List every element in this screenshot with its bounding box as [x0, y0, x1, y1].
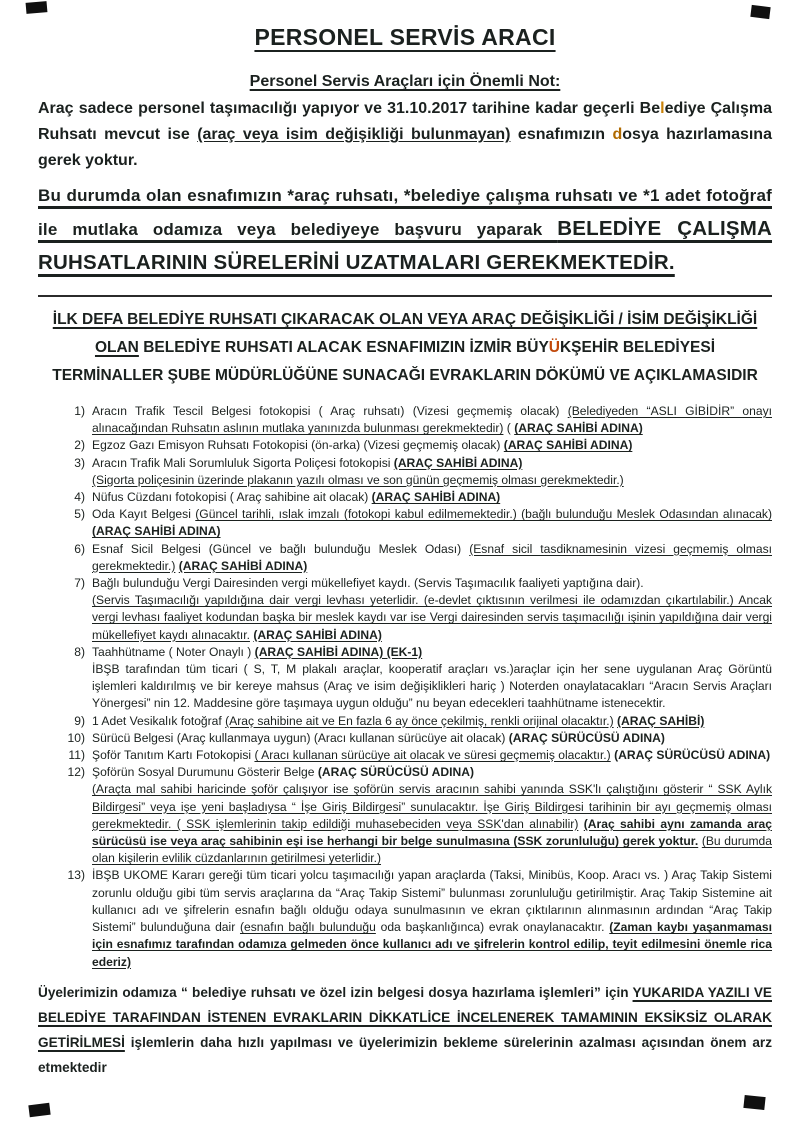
text-segment: (ARAÇ SAHİBİ ADINA) [514, 421, 643, 436]
text-segment: Bu durumda olan esnafımızın *araç ruhsatı, *belediye çalışma ruhsatı ve *1 adet fotoğraf ile mutlaka odamıza veya belediyeye başvuru yaparak [38, 186, 772, 239]
text-segment: (araç veya isim değişikliği bulunmayan) [197, 126, 511, 143]
text-segment: BELEDİYE RUHSATI ALACAK ESNAFIMIZIN İZMİR BÜY [138, 339, 549, 356]
text-segment: (Servis Taşımacılığı yapıldığına dair vergi levhası yeterlidir. (e-devlet çıktısının verilmesi ile odamızdan çıkartılabilir.) Ancak vergi levhası faaliyet kodundan başka bir meslek kaydı var ise Vergi dairesinden servis taşımacılığı işinin yapıldığına dair vergi mükellefiyet kaydı alınacaktır. [92, 593, 772, 642]
text-segment: osya hazırlamasına gerek yoktur. [38, 126, 772, 169]
text-segment: Aracın Trafik Mali Sorumluluk Sigorta Poliçesi fotokopisi [92, 455, 394, 470]
list-item [58, 764, 772, 867]
text-segment: (ARAÇ SAHİBİ) [617, 713, 705, 728]
text-segment: (ARAÇ SAHİBİ ADINA) [92, 524, 221, 539]
text-segment: (ARAÇ SAHİBİ ADINA) [178, 558, 308, 573]
text-segment: Aracın Trafik Tescil Belgesi fotokopisi ( Araç ruhsatı) (Vizesi geçmemiş olacak) [92, 404, 568, 418]
item-text [92, 867, 772, 970]
document-title: PERSONEL SERVİS ARACI [254, 24, 556, 50]
text-segment: (Güncel tarihli, ıslak imzalı (fotokopi kabul edilmemektedir.) (bağlı bulunduğu Meslek Odasından alınacak) [195, 507, 772, 522]
text-segment: (Araç sahibi aynı zamanda araç sürücüsü ise veya araç sahibinin eşi ise herhangi bir belge sunulmasına (SSK zorunluluğu) gerek yoktur. [92, 816, 772, 849]
item-text [92, 489, 772, 506]
text-segment: işlemlerin daha hızlı yapılması ve üyelerimizin bekleme sürelerinin azalması açısından önem arz etmektedir [38, 1034, 772, 1075]
list-item [58, 575, 772, 644]
text-segment: (ARAÇ SAHİBİ ADINA) (EK-1) [254, 644, 423, 659]
list-item [58, 747, 772, 764]
item-text [92, 730, 772, 747]
text-segment: (ARAÇ SAHİBİ ADINA) [253, 627, 382, 642]
list-item [58, 730, 772, 747]
list-item [58, 867, 772, 970]
text-segment: (esnafın bağlı bulunduğu [239, 920, 376, 935]
item-text [92, 437, 772, 454]
item-number: 1) [74, 404, 85, 418]
item-text [92, 403, 772, 437]
list-item [58, 541, 772, 575]
text-segment: Sürücü Belgesi (Araç kullanmaya uygun) (Aracı kullanan sürücüye ait olacak) [92, 730, 509, 745]
item-text [92, 644, 772, 713]
scan-corner-mark [750, 5, 770, 19]
text-segment: Nüfus Cüzdanı fotokopisi ( Araç sahibine ait olacak) [92, 490, 372, 505]
text-segment: İLK DEFA BELEDİYE RUHSATI ÇIKARACAK OLAN VEYA ARAÇ DEĞİŞİKLİĞİ / İSİM DEĞİŞİKLİĞİ OLAN [52, 311, 758, 356]
list-item [58, 713, 772, 730]
text-segment: 1 Adet Vesikalık fotoğraf [92, 713, 226, 728]
text-segment: (Esnaf sicil tasdiknamesinin vizesi geçmemiş olması gerekmektedir.) [92, 541, 772, 573]
text-segment: Esnaf Sicil Belgesi (Güncel ve bağlı bulunduğu Meslek Odası) [92, 541, 470, 556]
list-item [58, 644, 772, 713]
item-text [92, 541, 772, 575]
item-number: 2) [74, 438, 85, 453]
list-item [58, 437, 772, 454]
item-number: 3) [74, 455, 85, 470]
text-segment: Şoför Tanıtım Kartı Fotokopisi [92, 748, 255, 763]
item-number: 9) [74, 713, 85, 728]
item-number: 10) [67, 730, 85, 745]
text-segment: (Belediyeden “ASLI GİBİDİR” onayı alınacağından Ruhsatın aslının mutlaka yanınızda bulunması gerekmektedir) [92, 404, 772, 436]
item-number: 8) [74, 644, 85, 659]
scan-corner-mark [26, 1, 48, 14]
text-segment: (ARAÇ SAHİBİ ADINA) [371, 490, 501, 505]
text-segment: KŞEHİR BELEDİYESİ TERMİNALLER ŞUBE MÜDÜRLÜĞÜNE SUNACAĞI EVRAKLARIN DÖKÜMÜ VE AÇIKLAMASIDIR [52, 339, 758, 384]
item-number: 4) [74, 490, 85, 505]
item-text [92, 506, 772, 540]
list-item [58, 455, 772, 489]
item-text [92, 747, 772, 764]
list-item [58, 489, 772, 506]
text-segment: YUKARIDA YAZILI VE BELEDİYE TARAFINDAN İSTENEN EVRAKLARIN DİKKATLİCE İNCELENEREK TAMAMININ EKSİKSİZ OLARAK GETİRİLMESİ [38, 984, 772, 1050]
text-segment: (Zaman kaybı yaşanmaması için esnafımız tarafından odamıza gelmeden önce kullanıcı adı ve şifrelerin kontrol edilip, teyit edilmesini önemle rica ederiz) [92, 920, 772, 969]
footer-paragraph [38, 980, 772, 1080]
text-segment: (Bu durumda olan kişilerin evlilik cüzdanlarının getirilmesi yeterlidir.) [92, 834, 772, 866]
item-number: 12) [67, 765, 85, 780]
text-segment: İBŞB tarafından tüm ticari ( S, T, M plakalı araçlar, kooperatif araçları vs.)araçlar için her sene uygulanan Araç Görüntü işlemleri kaldırılmış ve bir kereye mahsus (Araç ve isim değişiklikleri hariç ) Noterden onaylatacakları “Aracın Servis Araçları Yönergesi” nin 12. Maddesine göre taşımaya uygun olduğu” nu beyan edecekleri taahhütname istenecektir. [92, 662, 772, 711]
scan-corner-mark [28, 1103, 50, 1117]
text-segment: ( [503, 421, 515, 436]
item-number: 6) [74, 541, 85, 556]
list-item [58, 403, 772, 437]
text-segment: Ü [548, 339, 560, 356]
text-segment: (ARAÇ SAHİBİ ADINA) [393, 455, 523, 470]
text-segment: (ARAÇ SAHİBİ ADINA) [503, 438, 633, 453]
text-segment: ediye Çalışma Ruhsatı mevcut ise [38, 100, 772, 143]
item-number: 5) [74, 507, 85, 522]
text-segment: Taahhütname ( Noter Onaylı ) [92, 644, 255, 659]
item-text [92, 764, 772, 867]
text-segment: (Araç sahibine ait ve En fazla 6 ay önce çekilmiş, renkli orijinal olacaktır.) [225, 713, 614, 728]
section-divider [38, 295, 772, 297]
text-segment: (ARAÇ SÜRÜCÜSÜ ADINA) [508, 730, 665, 745]
text-segment: Şoförün Sosyal Durumunu Gösterir Belge [92, 765, 318, 780]
intro-paragraph [38, 96, 772, 174]
text-segment: oda başkanlığınca) evrak onaylanacaktır. [375, 920, 610, 935]
section-heading [46, 306, 764, 390]
text-segment: l [660, 100, 665, 117]
text-segment: (Araçta mal sahibi haricinde şoför çalışıyor ise şoförün servis aracının sahibi yanında SSK'lı çalıştığını gösterir “ SSK Aylık Bildirgesi” veya işe yeni başladıysa “ İşe Giriş Bildirgesi” sunulacaktır. İşe Giriş Bildirgesi tarihinin bir ayı geçmemiş olması gerekmektedir. ( SSK işlemlerinin takip edildiği muhasebeciden veya SSK'dan alınabilir) [92, 782, 772, 831]
text-segment: (ARAÇ SÜRÜCÜSÜ ADINA) [614, 748, 771, 763]
scan-corner-mark [743, 1095, 765, 1110]
text-segment: (Sigorta poliçesinin üzerinde plakanın yazılı olması ve son günün geçmemiş olması gerekmektedir.) [92, 472, 624, 487]
important-note-heading: Personel Servis Araçları için Önemli Not: [249, 73, 561, 90]
renewal-statement-paragraph [38, 179, 772, 280]
item-text [92, 455, 772, 489]
text-segment: d [612, 126, 623, 143]
text-segment: İBŞB UKOME Kararı gereği tüm ticari yolcu taşımacılığı yapan araçlarda (Taksi, Minibüs, Koop. Aracı vs. ) Araç Takip Sistemi zorunlu olduğu gibi tüm servis araçlarına da “Araç Takip Sistemi” bulunması zorunluluğu getirilmiştir. Araç Takip Sistemine ait kullanıcı adı ve şifrelerin esnafın bağlı olduğu odaya sunulmasının ve ekran çıktılarının alınmasının ardından “Araç Takip Sistemi” bulunduğuna dair [92, 868, 772, 935]
item-number: 11) [68, 748, 85, 763]
item-number: 13) [67, 868, 85, 883]
item-text [92, 575, 772, 644]
text-segment: Üyelerimizin odamıza “ belediye ruhsatı ve özel izin belgesi dosya hazırlama işlemleri” için [38, 984, 633, 1000]
text-segment: Bağlı bulunduğu Vergi Dairesinden vergi mükellefiyet kaydı. (Servis Taşımacılık faaliyeti yaptığına dair). [92, 576, 644, 591]
text-segment: (ARAÇ SÜRÜCÜSÜ ADINA) [317, 765, 474, 780]
text-segment: Oda Kayıt Belgesi [92, 507, 196, 522]
text-segment: Araç sadece personel taşımacılığı yapıyor ve 31.10.2017 tarihine kadar geçerli Be [38, 100, 661, 117]
text-segment: BELEDİYE ÇALIŞMA RUHSATLARININ SÜRELERİNİ UZATMALARI GEREKMEKTEDİR. [38, 217, 773, 274]
item-number: 7) [74, 576, 85, 591]
text-segment: Egzoz Gazı Emisyon Ruhsatı Fotokopisi (ön-arka) (Vizesi geçmemiş olacak) [92, 438, 504, 453]
required-documents-list [58, 403, 772, 971]
text-segment: esnafımızın [510, 126, 613, 143]
list-item [58, 506, 772, 540]
text-segment: ( Aracı kullanan sürücüye ait olacak ve süresi geçmemiş olacaktır.) [254, 748, 611, 763]
item-text [92, 713, 772, 730]
